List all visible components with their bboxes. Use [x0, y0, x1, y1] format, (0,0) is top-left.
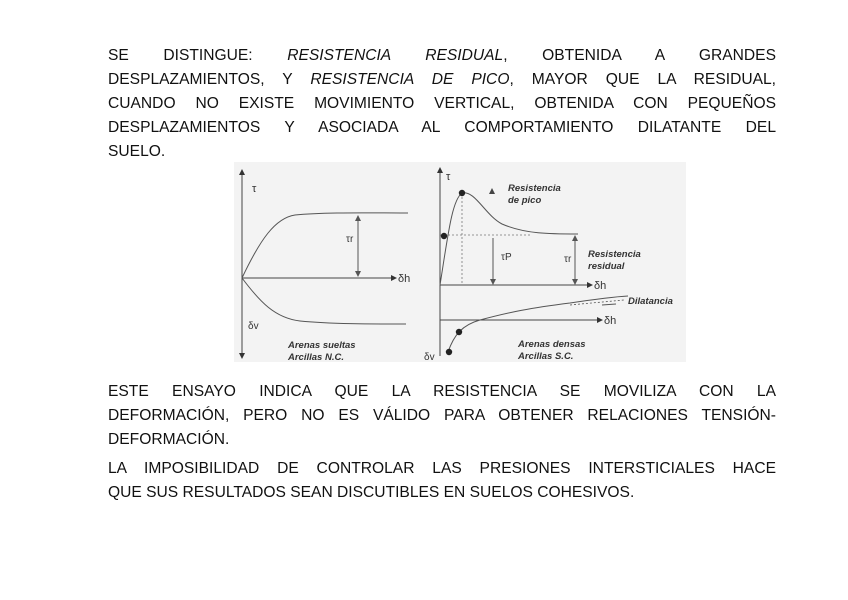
right-dv-label: δv [424, 352, 435, 363]
paragraph-pore-pressure [108, 457, 776, 505]
p2-line-3: DEFORMACIÓN. [108, 431, 230, 448]
peak-point [459, 190, 465, 196]
p1-line-4: DESPLAZAMIENTOS Y ASOCIADA AL COMPORTAMIENTO DILATANTE DEL [108, 119, 776, 136]
left-soil-label-2: Arcillas N.C. [288, 352, 344, 363]
left-soil-label-1: Arenas sueltas [288, 340, 356, 351]
right-dh-label-bottom: δh [604, 315, 617, 327]
shear-diagrams [230, 160, 690, 365]
right-soil-label-2: Arcillas S.C. [518, 351, 574, 362]
paragraph-strength-types [108, 44, 776, 164]
p2-line-2: DEFORMACIÓN, PERO NO ES VÁLIDO PARA OBTENER RELACIONES TENSIÓN- [108, 407, 776, 424]
right-dh-label-top: δh [594, 280, 607, 292]
dilatancy-point-2 [446, 349, 452, 355]
p3-line-2: QUE SUS RESULTADOS SEAN DISCUTIBLES EN SUELOS COHESIVOS. [108, 484, 635, 501]
residual-label-1: Resistencia [588, 249, 641, 260]
dilatancy-point-1 [456, 329, 462, 335]
tau-p-label: τP [501, 252, 512, 263]
left-tau-r-label: τr [346, 234, 354, 245]
left-dv-label: δv [248, 321, 259, 332]
p3-line-1: LA IMPOSIBILIDAD DE CONTROLAR LAS PRESIONES INTERSTICIALES HACE [108, 460, 776, 477]
term-peak-strength: RESISTENCIA DE PICO [310, 71, 510, 88]
left-dh-label: δh [398, 273, 411, 285]
p1-line-1: SE DISTINGUE: RESISTENCIA RESIDUAL, OBTENIDA A GRANDES [108, 47, 776, 64]
right-soil-label-1: Arenas densas [518, 339, 586, 350]
left-tau-label: τ [252, 183, 257, 195]
dilatancy-label: Dilatancia [628, 296, 673, 307]
right-tau-r-label: τr [564, 254, 572, 265]
paragraph-test-limitation [108, 380, 776, 452]
shear-test-figure [230, 160, 690, 365]
p1-line-2: DESPLAZAMIENTOS, Y RESISTENCIA DE PICO, MAYOR QUE LA RESIDUAL, [108, 71, 776, 88]
peak-label-2: de pico [508, 195, 542, 206]
term-residual-strength: RESISTENCIA RESIDUAL [287, 47, 504, 64]
residual-label-2: residual [588, 261, 625, 272]
right-tau-label: τ [446, 171, 451, 183]
residual-point [441, 233, 447, 239]
p1-line-3: CUANDO NO EXISTE MOVIMIENTO VERTICAL, OBTENIDA CON PEQUEÑOS [108, 95, 776, 112]
p2-line-1: ESTE ENSAYO INDICA QUE LA RESISTENCIA SE MOVILIZA CON LA [108, 383, 776, 400]
p1-line-5: SUELO. [108, 143, 166, 160]
peak-label-1: Resistencia [508, 183, 561, 194]
